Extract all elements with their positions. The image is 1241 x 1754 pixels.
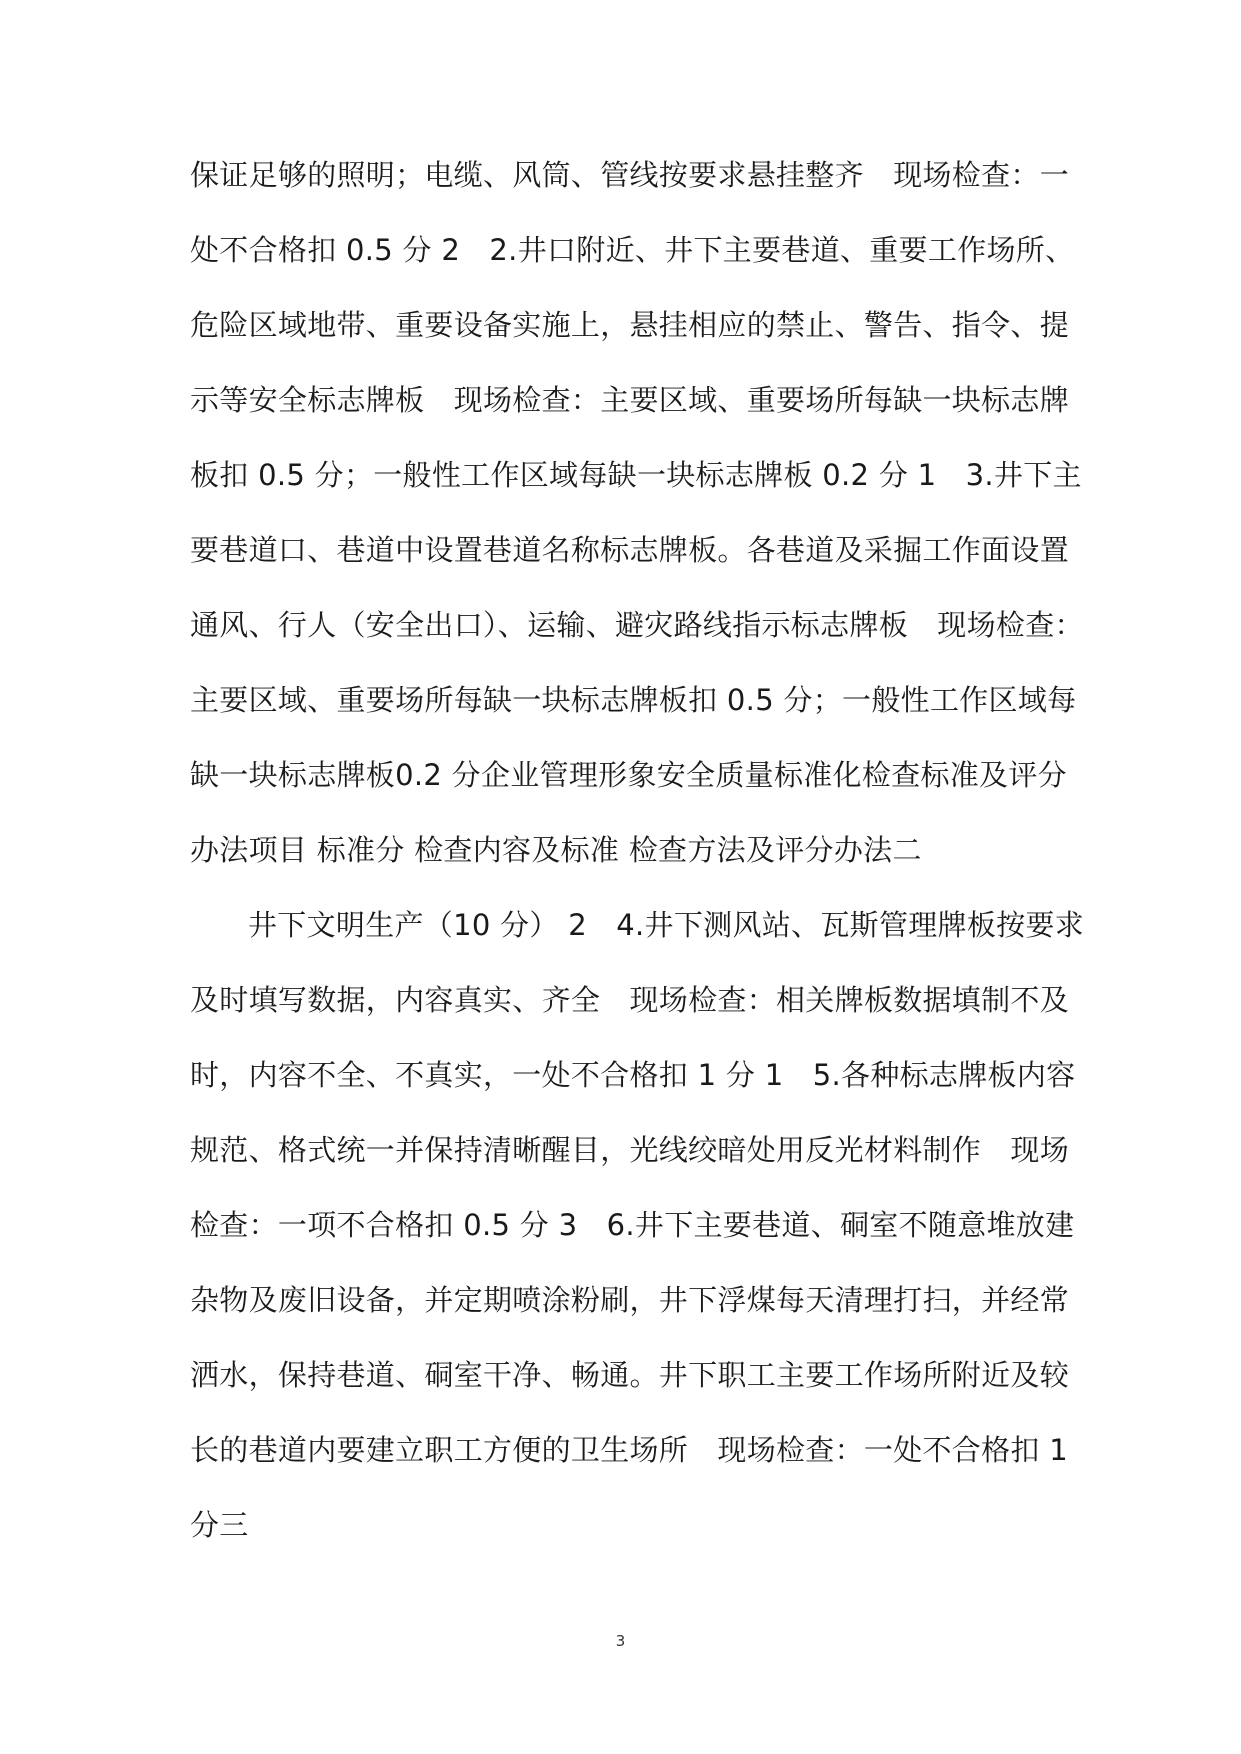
- text-line: 规范、格式统一并保持清晰醒目，光线绞暗处用反光材料制作 现场: [190, 1133, 1070, 1167]
- text-line: 时，内容不全、不真实，一处不合格扣 1 分 1 5.各种标志牌板内容: [190, 1058, 1076, 1092]
- text-line: 缺一块标志牌板0.2 分企业管理形象安全质量标准化检查标准及评分: [190, 758, 1067, 792]
- text-line: 分三: [190, 1508, 249, 1542]
- text-line: 板扣 0.5 分；一般性工作区域每缺一块标志牌板 0.2 分 1 3.井下主: [190, 458, 1082, 492]
- text-line: 危险区域地带、重要设备实施上，悬挂相应的禁止、警告、指令、提: [190, 308, 1070, 342]
- text-line: 井下文明生产（10 分） 2 4.井下测风站、瓦斯管理牌板按要求: [248, 908, 1085, 942]
- body-text: [190, 138, 1085, 1563]
- text-line: 长的巷道内要建立职工方便的卫生场所 现场检查：一处不合格扣 1: [190, 1433, 1068, 1467]
- text-line: 要巷道口、巷道中设置巷道名称标志牌板。各巷道及采掘工作面设置: [190, 533, 1070, 567]
- text-line: 办法项目 标准分 检查内容及标准 检查方法及评分办法二: [190, 833, 922, 867]
- text-line: 杂物及废旧设备，并定期喷涂粉刷，井下浮煤每天清理打扫，并经常: [190, 1283, 1070, 1317]
- text-line: 示等安全标志牌板 现场检查：主要区域、重要场所每缺一块标志牌: [190, 383, 1070, 417]
- text-line: 主要区域、重要场所每缺一块标志牌板扣 0.5 分；一般性工作区域每: [190, 683, 1077, 717]
- text-line: 检查：一项不合格扣 0.5 分 3 6.井下主要巷道、硐室不随意堆放建: [190, 1208, 1075, 1242]
- text-line: 及时填写数据，内容真实、齐全 现场检查：相关牌板数据填制不及: [190, 983, 1070, 1017]
- text-line: 保证足够的照明；电缆、风筒、管线按要求悬挂整齐 现场检查：一: [190, 158, 1070, 192]
- text-line: 通风、行人（安全出口）、运输、避灾路线指示标志牌板 现场检查：: [190, 608, 1084, 642]
- text-line: 洒水，保持巷道、硐室干净、畅通。井下职工主要工作场所附近及较: [190, 1358, 1070, 1392]
- text-line: 处不合格扣 0.5 分 2 2.井口附近、井下主要巷道、重要工作场所、: [190, 233, 1075, 267]
- page-number: 3: [615, 1632, 626, 1650]
